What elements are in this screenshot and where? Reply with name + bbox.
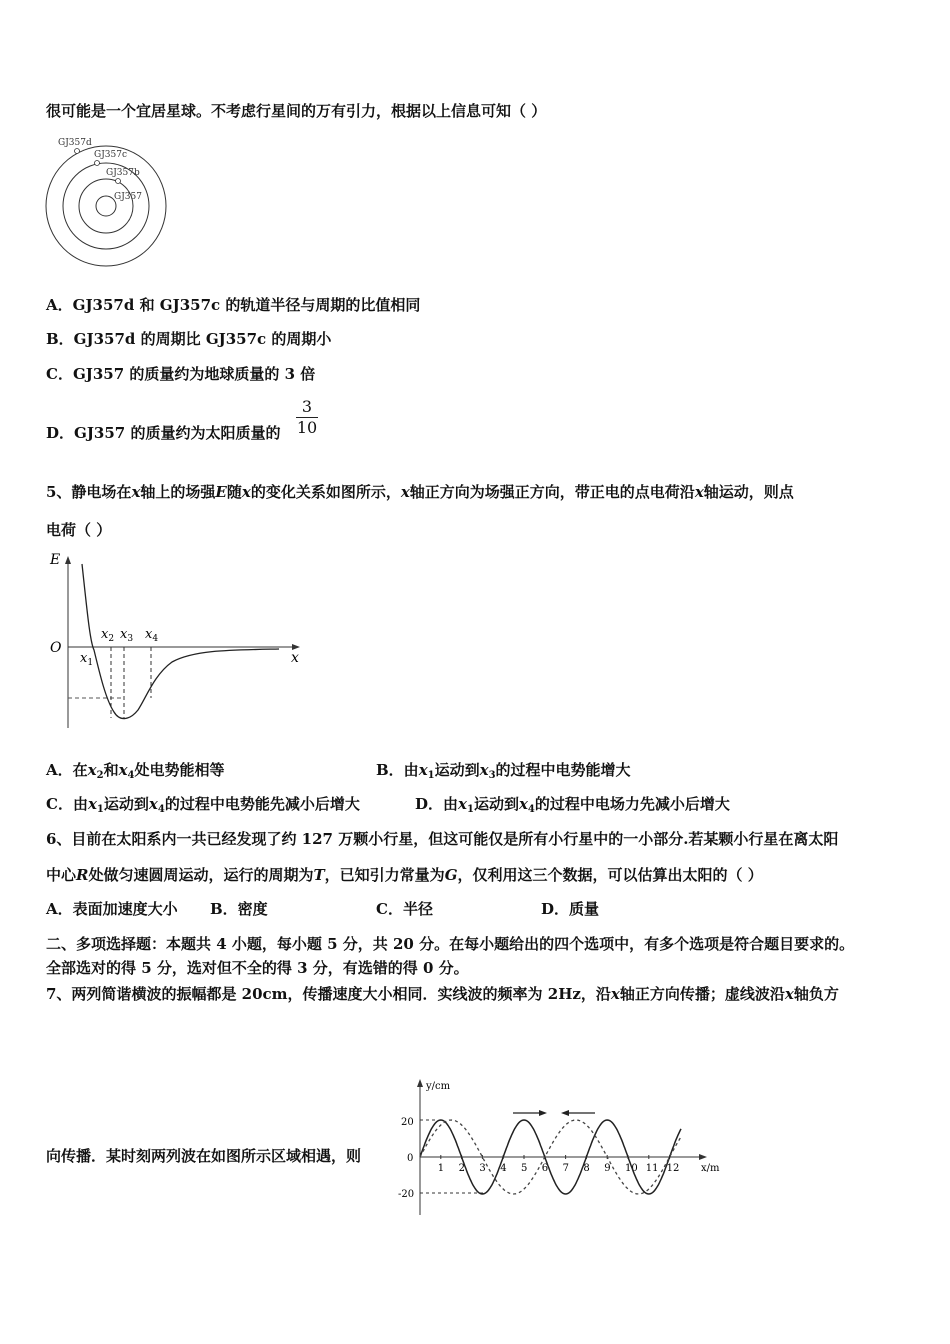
q6-option-b[interactable]: B．密度 <box>210 900 268 918</box>
q4-option-a[interactable]: A．GJ357d 和 GJ357c 的轨道半径与周期的比值相同 <box>46 296 421 314</box>
orbit-label-b: GJ357b <box>106 168 140 178</box>
q5-option-c[interactable]: C．由$x_1$运动到$x_4$的过程中电势能先减小后增大 <box>46 795 360 815</box>
axis-x-label: x <box>291 650 299 666</box>
q6-option-c[interactable]: C．半径 <box>376 900 433 918</box>
wave-xtick-label: 4 <box>500 1163 507 1174</box>
wave-y-label: y/cm <box>426 1081 451 1092</box>
q4-option-b[interactable]: B．GJ357d 的周期比 GJ357c 的周期小 <box>46 330 332 348</box>
q6-option-a[interactable]: A．表面加速度大小 <box>46 900 178 918</box>
wave-graph <box>395 1075 730 1220</box>
q5-option-d[interactable]: D．由$x_1$运动到$x_4$的过程中电场力先减小后增大 <box>415 795 730 815</box>
section2-heading-line2: 全部选对的得 5 分，选对但不全的得 3 分，有选错的得 0 分。 <box>46 959 469 977</box>
q5-option-b[interactable]: B．由$x_1$运动到$x_3$的过程中电势能增大 <box>376 761 631 781</box>
x2-label: $x_2$ <box>101 627 115 644</box>
axis-e-label: E <box>50 552 61 568</box>
origin-label: O <box>50 640 62 656</box>
wave-xtick-label: 6 <box>541 1163 549 1174</box>
wave-xtick-label: 9 <box>604 1163 611 1174</box>
wave-ytick-neg20: -20 <box>398 1189 415 1200</box>
wave-x-ticks <box>438 1155 680 1174</box>
wave-xtick-label: 11 <box>645 1163 659 1174</box>
q7-stem-line1: 7、两列简谐横波的振幅都是 20cm，传播速度大小相同．实线波的频率为 2Hz，沿x轴正方向传播；虚线波沿x轴负方 <box>46 985 839 1003</box>
q5-stem-line2: 电荷（ ） <box>46 521 112 539</box>
wave-ytick-20: 20 <box>401 1117 414 1128</box>
orbit-label-star: GJ357 <box>114 192 142 202</box>
wave-xtick-label: 8 <box>583 1163 590 1174</box>
fraction-denominator: 10 <box>296 418 318 437</box>
wave-xtick-label: 10 <box>625 1163 638 1174</box>
q5-option-a[interactable]: A．在$x_2$和$x_4$处电势能相等 <box>46 761 225 781</box>
orbit-label-c: GJ357c <box>94 150 128 160</box>
e-field-graph <box>44 550 314 730</box>
orbit-label-d: GJ357d <box>58 138 92 148</box>
section2-heading-line1: 二、多项选择题：本题共 4 小题，每小题 5 分，共 20 分。在每小题给出的四个选项中，有多个选项是符合题目要求的。 <box>46 935 855 953</box>
q7-stem-line2: 向传播．某时刻两列波在如图所示区域相遇，则 <box>46 1147 362 1165</box>
orbit-figure <box>40 130 180 275</box>
q5-stem-line1: 5、静电场在x轴上的场强E随x的变化关系如图所示，x轴正方向为场强正方向，带正电的点电荷沿x轴运动，则点 <box>46 483 794 501</box>
x3-label: $x_3$ <box>120 627 134 644</box>
wave-xtick-label: 1 <box>437 1163 445 1174</box>
x4-label: $x_4$ <box>145 627 159 644</box>
q6-stem-line1: 6、目前在太阳系内一共已经发现了约 127 万颗小行星，但这可能仅是所有小行星中的一小部分.若某颗小行星在离太阳 <box>46 830 839 848</box>
q4-option-d[interactable]: D．GJ357 的质量约为太阳质量的 <box>46 424 281 442</box>
x1-label: $x_1$ <box>80 651 94 668</box>
wave-xtick-label: 2 <box>458 1163 465 1174</box>
q6-option-d[interactable]: D．质量 <box>541 900 600 918</box>
wave-xtick-label: 12 <box>666 1163 680 1174</box>
q4-option-d-fraction <box>296 398 318 437</box>
q6-stem-line2: 中心R处做匀速圆周运动，运行的周期为T，已知引力常量为G，仅利用这三个数据，可以估算出太阳的（ ） <box>46 866 763 884</box>
q4-option-c[interactable]: C．GJ357 的质量约为地球质量的 3 倍 <box>46 365 316 383</box>
wave-x-label: x/m <box>701 1163 720 1174</box>
wave-ytick-0: 0 <box>407 1153 414 1164</box>
wave-xtick-label: 3 <box>479 1163 486 1174</box>
wave-xtick-label: 7 <box>562 1163 569 1174</box>
wave-xtick-label: 5 <box>521 1163 528 1174</box>
fraction-numerator: 3 <box>301 397 313 416</box>
q4-stem: 很可能是一个宜居星球。不考虑行星间的万有引力，根据以上信息可知（ ） <box>46 102 547 120</box>
